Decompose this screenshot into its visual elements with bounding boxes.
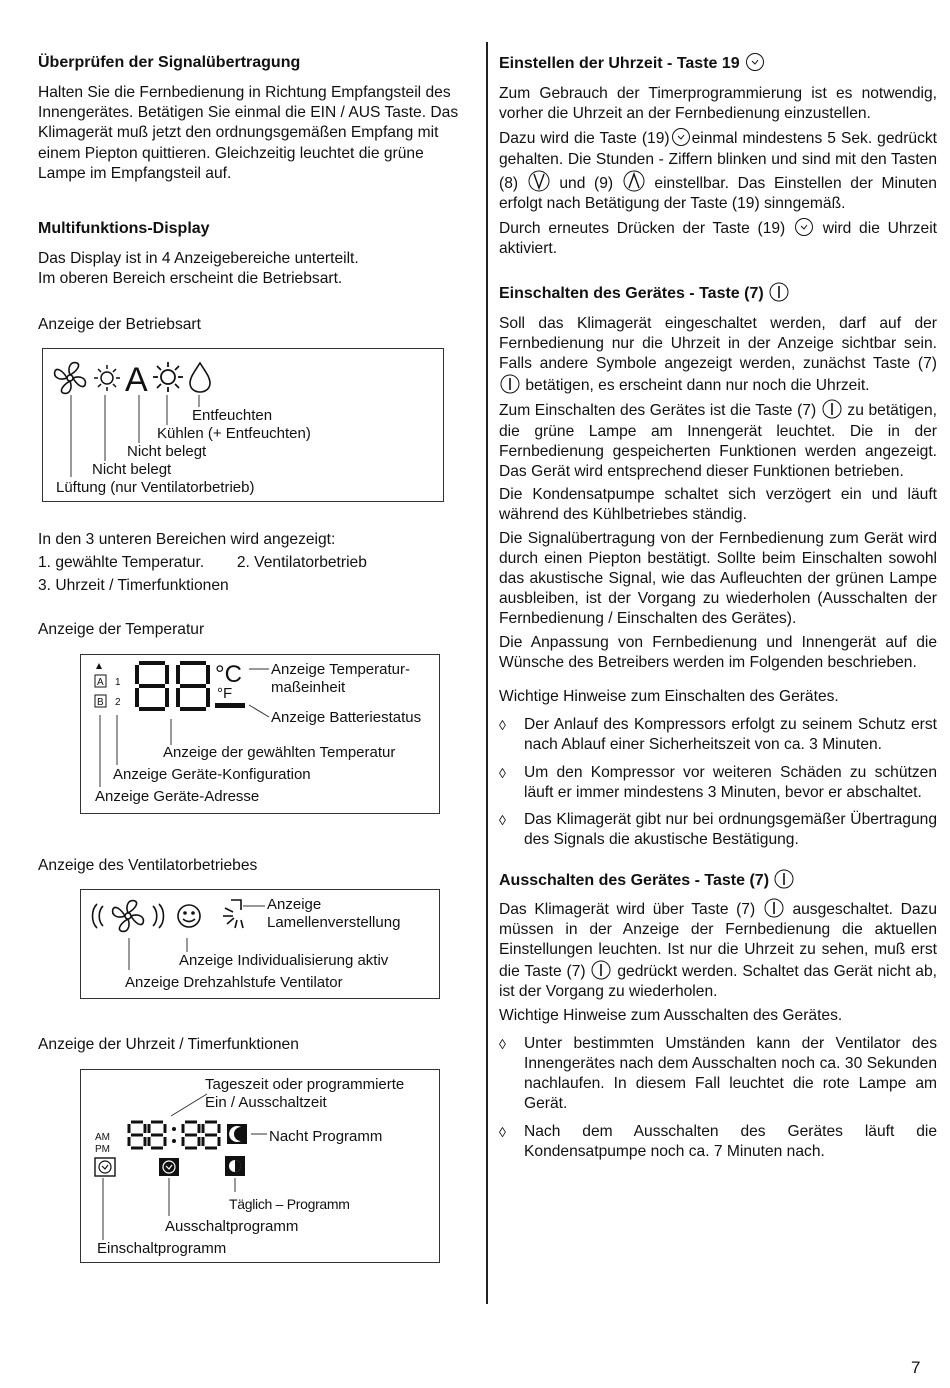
label-temp-unit-2: maßeinheit <box>271 679 346 697</box>
bullet-mark: ◊ <box>499 717 506 734</box>
label-daily: Täglich – Programm <box>229 1195 350 1212</box>
power-on-p2a: Zum Einschalten des Gerätes ist die Taste (7) <box>499 402 817 420</box>
power-button-icon <box>769 282 789 302</box>
lower-intro: In den 3 unteren Bereichen wird angezeigt: <box>38 530 336 548</box>
daily-program-icon <box>225 1156 245 1176</box>
box-b: B <box>97 697 104 709</box>
bullet-mark: ◊ <box>499 812 506 829</box>
bullet-mark: ◊ <box>499 1123 506 1140</box>
louver-icon <box>223 900 243 928</box>
label-on-program: Einschaltprogramm <box>97 1239 227 1257</box>
fan-speed-icon <box>93 900 164 931</box>
unit-fahrenheit: °F <box>217 685 233 703</box>
lower-item-1: 1. gewählte Temperatur. <box>38 553 205 571</box>
label-battery: Anzeige Batteriestatus <box>271 709 422 727</box>
temp-digits <box>137 663 208 709</box>
clock-set-title: Einstellen der Uhrzeit - Taste 19 <box>499 55 740 72</box>
mode-diagram <box>42 348 444 502</box>
power-on-p1 <box>499 314 937 397</box>
clock-set-p2b: einmal mindestens 5 Sek. gedrückt gehalten. Die Stunden - Ziffern blinken und sind mit den Tasten (8) <box>499 130 937 192</box>
power-off-title: Ausschalten des Gerätes - Taste (7) <box>499 871 770 889</box>
power-off-p1 <box>499 898 937 1003</box>
clock-set-p2c: und (9) <box>559 174 614 192</box>
label-dehumidify: Entfeuchten <box>192 406 273 424</box>
label-louver-2: Lamellenverstellung <box>267 913 401 931</box>
clock-set-p1: Zum Gebrauch der Timerprogrammierung ist es notwendig, vorher die Uhrzeit an der Fernbedienung einzustellen. <box>499 85 937 123</box>
num-2: 2 <box>115 697 121 709</box>
timer-button-icon <box>671 127 691 147</box>
power-button-icon <box>764 898 784 918</box>
pm-label: PM <box>95 1143 110 1155</box>
label-temp-unit-1: Anzeige Temperatur- <box>271 661 410 679</box>
label-selected-temp: Anzeige der gewählten Temperatur <box>163 744 396 762</box>
timer-on-icon <box>95 1158 115 1176</box>
clock-heading: Anzeige der Uhrzeit / Timerfunktionen <box>38 1035 299 1053</box>
power-off-note-2: Nach dem Ausschalten des Gerätes läuft die Kondensatpumpe noch ca. 7 Minuten nach. <box>524 1122 937 1160</box>
power-on-note-3: Das Klimagerät gibt nur bei ordnungsgemäßer Übertragung des Signals die akustische Bestätigung. <box>524 811 937 849</box>
temp-diagram <box>80 654 440 814</box>
timer-button-icon <box>745 52 765 72</box>
up-arrow-icon <box>96 663 102 669</box>
clock-set-p3 <box>499 217 937 259</box>
label-night: Nacht Programm <box>269 1127 383 1145</box>
list-item <box>499 1034 937 1115</box>
signal-text: Halten Sie die Fernbedienung in Richtung Empfangsteil des Innengerätes. Betätigen Sie einmal die EIN / AUS Taste. Das Klimagerät muß jetzt den ordnungsgemäßen Empfang mit einem Piepton quittieren. Gleichzeitig leuchtet die grüne Lampe im Empfangsteil auf. <box>38 84 459 182</box>
power-on-p3: Die Kondensatpumpe schaltet sich verzögert ein und läuft während des Kühlbetriebes ständig. <box>499 486 937 524</box>
list-item <box>499 1122 937 1162</box>
clock-set-p3b: wird die Uhrzeit aktiviert. <box>499 220 937 258</box>
fan-diagram <box>80 889 440 999</box>
snowflake-icon <box>153 362 183 392</box>
page-number: 7 <box>911 1358 921 1377</box>
label-address: Anzeige Geräte-Adresse <box>95 788 260 806</box>
down-button-icon <box>528 170 550 192</box>
power-on-p2b: zu betätigen, die grüne Lampe am Innengerät leuchtet. Die in der Fernbedienung gespeicherten Funktionen werden angezeigt. Das Gerät wird entsprechend dieser Funktionen betrieben. <box>499 402 937 481</box>
bullet-mark: ◊ <box>499 1035 506 1052</box>
right-column <box>499 52 937 1169</box>
label-time-1: Tageszeit oder programmierte <box>205 1075 405 1093</box>
up-button-icon <box>623 170 645 192</box>
smiley-icon <box>178 905 200 927</box>
power-on-title: Einschalten des Gerätes - Taste (7) <box>499 284 764 302</box>
section-title-display: Multifunktions-Display <box>38 220 210 238</box>
label-unused-2: Nicht belegt <box>92 460 172 478</box>
list-item <box>499 715 937 755</box>
power-on-note-2: Um den Kompressor vor weiteren Schäden zu schützen läuft er immer mindestens 3 Minuten, bevor er abschaltet. <box>524 763 937 801</box>
clock-set-p2a: Dazu wird die Taste (19) <box>499 130 670 148</box>
label-speed: Anzeige Drehzahlstufe Ventilator <box>125 973 343 991</box>
power-off-p1b: ausgeschaltet. Dazu müssen in der Anzeige der Fernbedienung die aktuellen Einstellungen leuchten. Ist nur die Uhrzeit zu sehen, muß erst die Taste (7) <box>499 900 938 981</box>
timer-button-icon <box>794 217 814 237</box>
unit-celsius: °C <box>215 661 242 689</box>
power-button-icon <box>822 399 842 419</box>
auto-icon: A <box>125 360 148 399</box>
clock-set-p2 <box>499 127 937 214</box>
power-button-icon <box>500 374 520 394</box>
am-label: AM <box>95 1131 110 1143</box>
clock-diagram <box>80 1069 440 1263</box>
label-unused-1: Nicht belegt <box>127 442 207 460</box>
lower-items-row <box>38 553 470 573</box>
sun-icon <box>94 365 120 391</box>
power-off-p1a: Das Klimagerät wird über Taste (7) <box>499 900 756 918</box>
section-title-clock-set <box>499 52 937 75</box>
column-divider <box>486 42 488 1304</box>
power-off-note-1: Unter bestimmten Umständen kann der Ventilator des Innengerätes nach dem Ausschalten noch ca. 30 Sekunden nachlaufen. In diesem Fall leuchtet die rote Lampe am Gerät. <box>524 1034 937 1113</box>
power-button-icon <box>774 869 794 889</box>
section-title-power-on <box>499 282 937 305</box>
power-on-p4: Die Signalübertragung von der Fernbedienung zum Gerät wird durch einen Piepton bestätigt. Sollte beim Einschalten sowohl das akustische Signal, wie das Aufleuchten der grünen Lampe ausbleiben, ist der Vorgang zu wiederholen (Ausschalten der Fernbedienung / Einschalten des Gerätes). <box>499 529 937 628</box>
display-line2: Im oberen Bereich erscheint die Betriebsart. <box>38 270 343 288</box>
section-title-signal: Überprüfen der Signalübertragung <box>38 54 301 71</box>
power-on-notes-title: Wichtige Hinweise zum Einschalten des Gerätes. <box>499 688 839 706</box>
fan-heading: Anzeige des Ventilatorbetriebes <box>38 857 258 875</box>
label-individual: Anzeige Individualisierung aktiv <box>179 951 389 969</box>
power-on-p2 <box>499 399 937 482</box>
label-time-2: Ein / Ausschaltzeit <box>205 1093 327 1111</box>
section-title-power-off <box>499 869 937 892</box>
label-fan-only: Lüftung (nur Ventilatorbetrieb) <box>56 478 255 496</box>
power-on-p1a: Soll das Klimagerät eingeschaltet werden, darf auf der Fernbedienung nur die Uhrzeit in der Anzeige sichtbar sein. Falls andere Symbole angezeigt werden, zunächst Taste (7) <box>499 314 937 373</box>
clock-set-p3a: Durch erneutes Drücken der Taste (19) <box>499 220 786 238</box>
lower-item-2: 2. Ventilatorbetrieb <box>236 553 367 571</box>
list-item <box>499 763 937 803</box>
power-on-p1b: betätigen, es erscheint dann nur noch die Uhrzeit. <box>525 377 870 395</box>
clock-set-p2d: einstellbar. Das Einstellen der Minuten erfolgt nach Betätigung der Taste (19) sinngemäß. <box>499 174 937 213</box>
mode-heading: Anzeige der Betriebsart <box>38 316 201 334</box>
display-line1: Das Display ist in 4 Anzeigebereiche unterteilt. <box>38 250 359 268</box>
power-on-p5: Die Anpassung von Fernbedienung und Innengerät auf die Wünsche des Betreibers werden im Folgenden beschrieben. <box>499 633 937 671</box>
battery-bar-icon <box>215 703 245 708</box>
power-on-note-1: Der Anlauf des Kompressors erfolgt zu seinem Schutz erst nach Ablauf einer Sicherheitszeit von ca. 3 Minuten. <box>524 716 937 754</box>
power-off-p1c: gedrückt werden. Schaltet das Gerät nicht ab, ist der Vorgang zu wiederholen. <box>499 963 937 1001</box>
num-1: 1 <box>115 677 121 689</box>
droplet-icon <box>190 363 210 392</box>
clock-digits <box>129 1122 219 1148</box>
label-off-program: Ausschaltprogramm <box>165 1217 299 1235</box>
box-a: A <box>97 677 104 689</box>
label-louver-1: Anzeige <box>267 895 322 913</box>
list-item <box>499 810 937 850</box>
temp-heading: Anzeige der Temperatur <box>38 621 205 639</box>
label-cool: Kühlen (+ Entfeuchten) <box>157 424 311 442</box>
label-config: Anzeige Geräte-Konfiguration <box>113 766 311 784</box>
left-column <box>38 52 470 1263</box>
lower-item-3: 3. Uhrzeit / Timerfunktionen <box>38 577 229 595</box>
power-off-notes-title: Wichtige Hinweise zum Ausschalten des Gerätes. <box>499 1006 843 1024</box>
bullet-mark: ◊ <box>499 764 506 781</box>
timer-off-icon <box>159 1158 179 1176</box>
power-button-icon <box>591 960 611 980</box>
fan-icon <box>55 362 86 393</box>
